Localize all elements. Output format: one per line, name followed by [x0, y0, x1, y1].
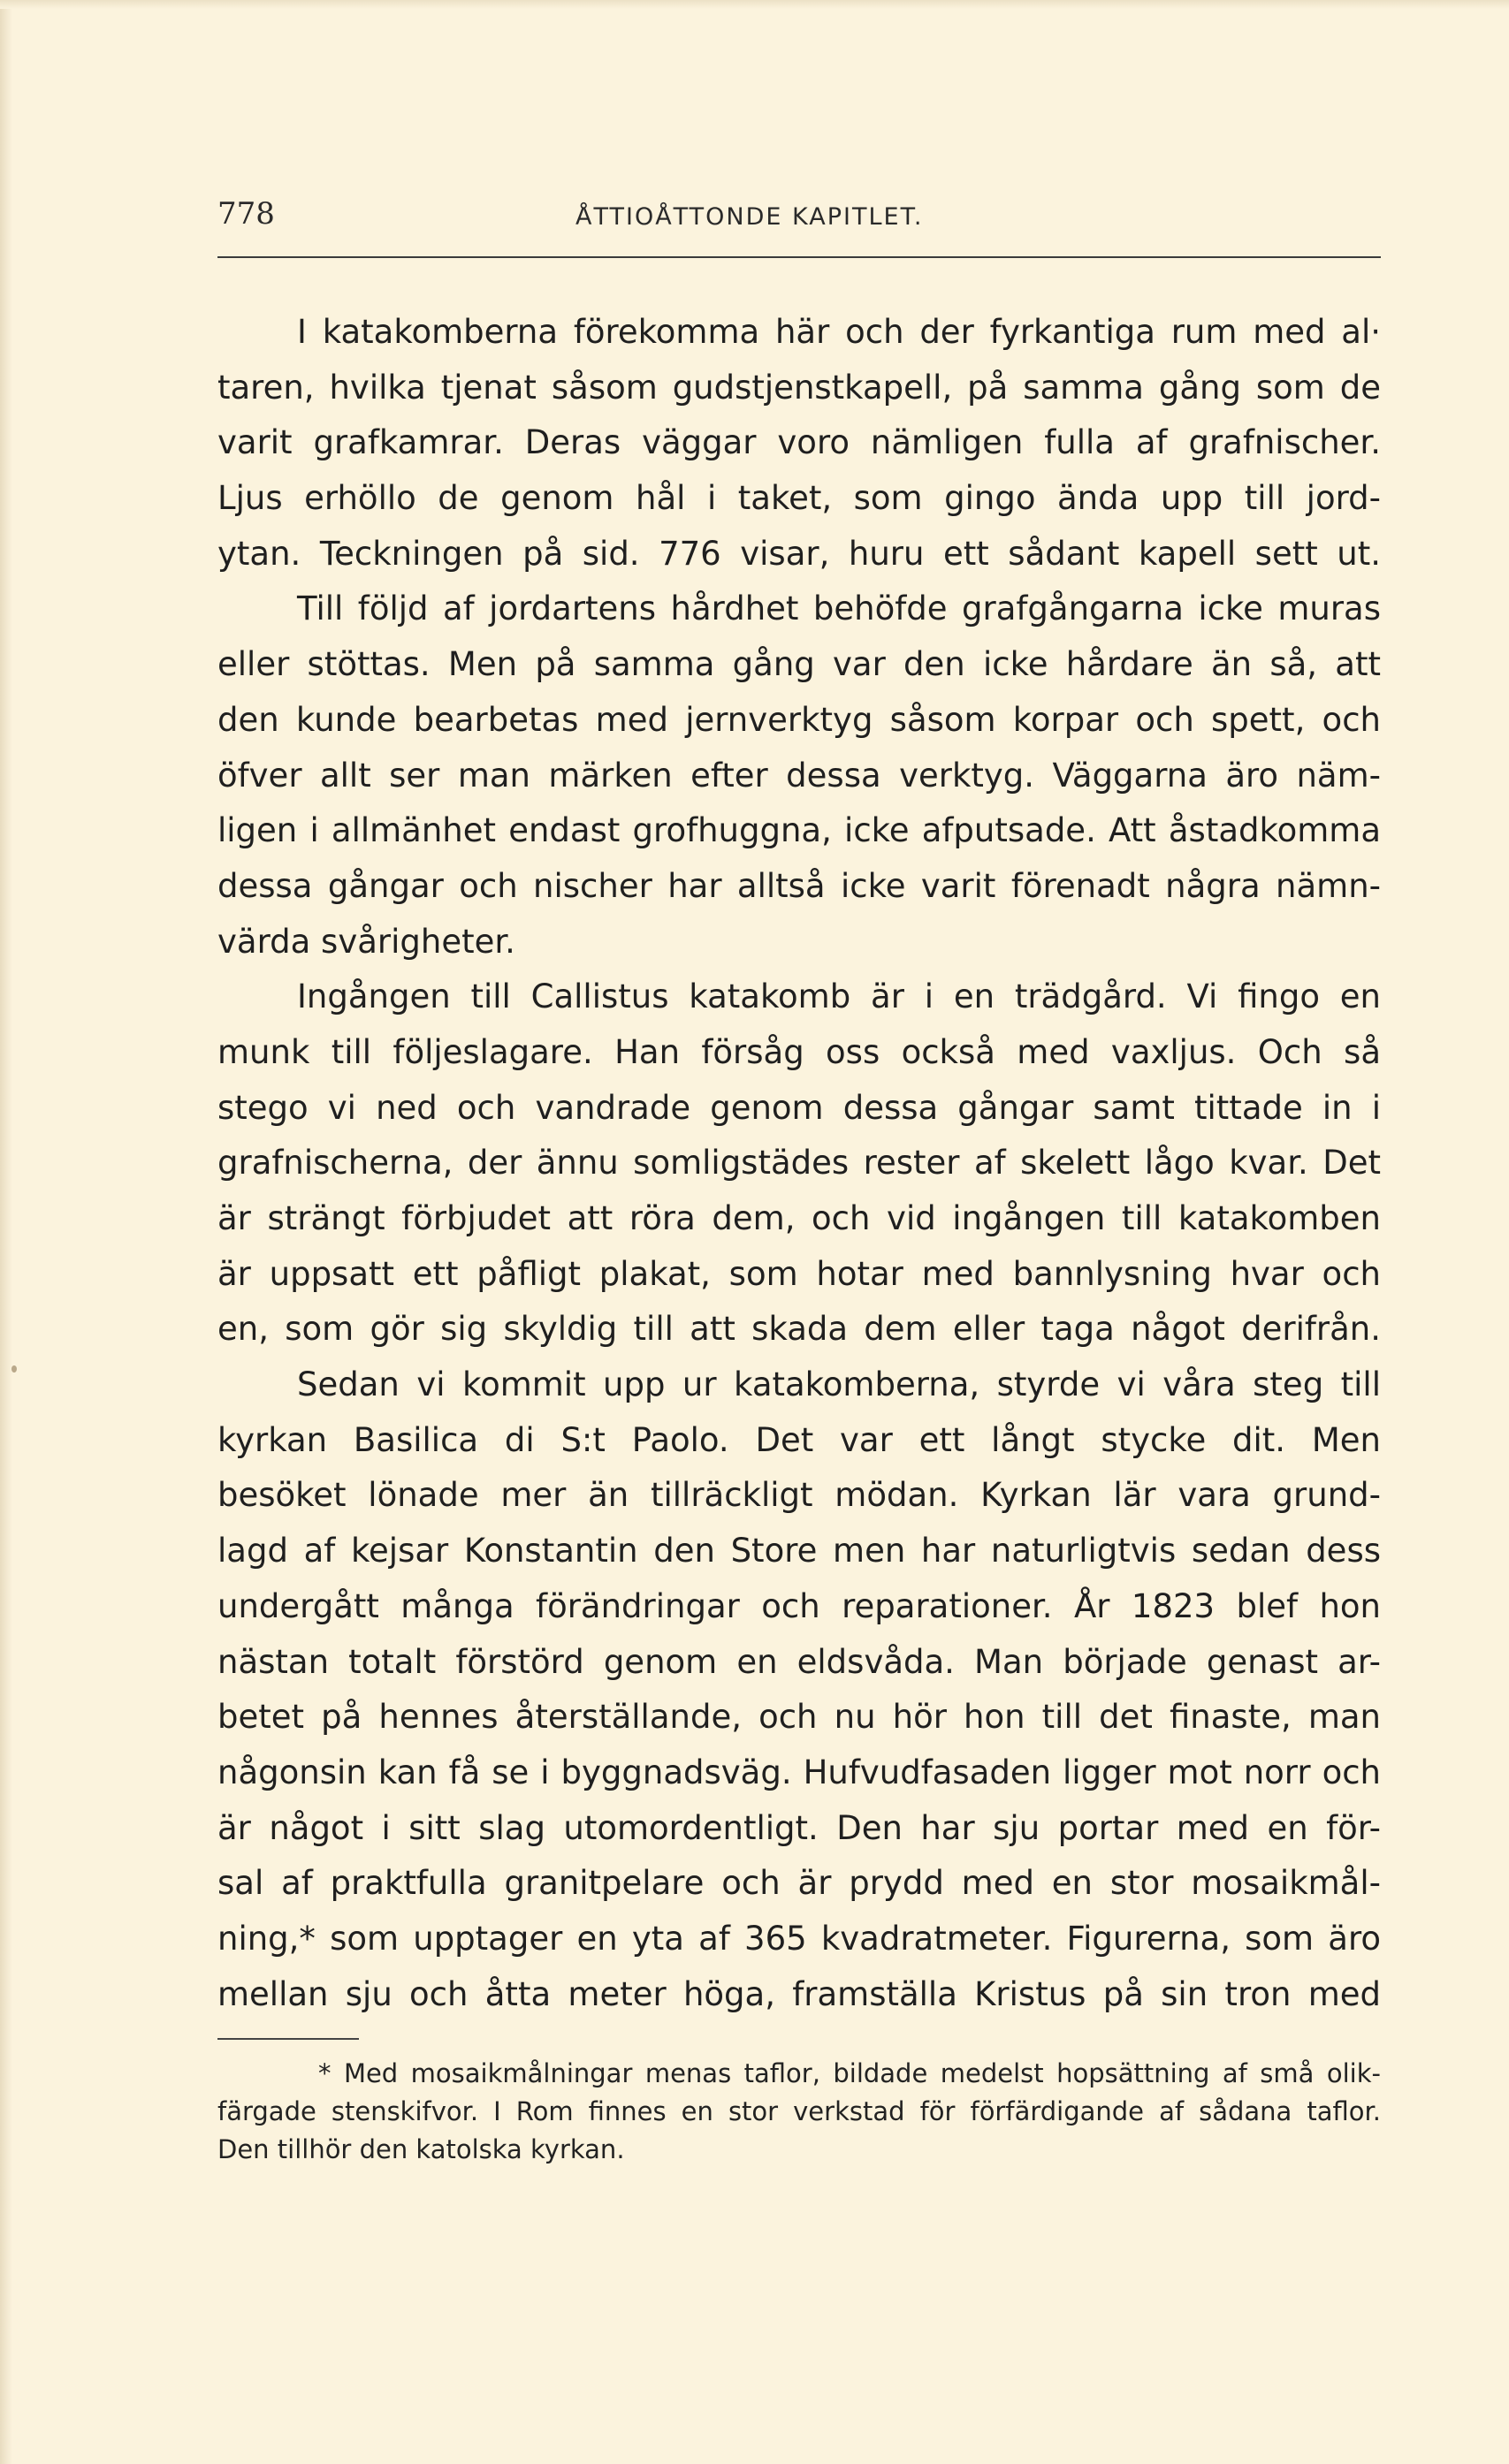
footnote-line: * Med mosaikmålningar menas taflor, bildade medelst hopsättning af små olik- — [318, 2058, 1381, 2088]
footnote-line: färgade stenskifvor. I Rom finnes en stor verkstad för förfärdigande af sådana taflor. — [217, 2096, 1381, 2126]
body-text — [217, 305, 1381, 2022]
text-line: undergått många förändringar och reparationer. År 1823 blef hon — [217, 1586, 1381, 1625]
footnote-line: Den tillhör den katolska kyrkan. — [217, 2134, 625, 2164]
text-line: eller stöttas. Men på samma gång var den icke hårdare än så, att — [217, 645, 1381, 684]
text-line: Ljus erhöllo de genom hål i taket, som gingo ända upp till jord- — [217, 479, 1381, 518]
text-line: en, som gör sig skyldig till att skada dem eller taga något derifrån. — [217, 1310, 1381, 1349]
text-line: munk till följeslagare. Han försåg oss också med vaxljus. Och så — [217, 1032, 1381, 1071]
page-edge-shadow — [0, 0, 12, 2464]
text-line: mellan sju och åtta meter höga, framställa Kristus på sin tron med — [217, 1974, 1381, 2013]
footnote — [217, 2055, 1381, 2169]
text-line: besöket lönade mer än tillräckligt mödan. Kyrkan lär vara grund- — [217, 1476, 1381, 1515]
footnote-rule — [217, 2038, 359, 2040]
text-line: nästan totalt förstörd genom en eldsvåda. Man började genast ar- — [217, 1642, 1381, 1681]
header-rule — [217, 256, 1381, 258]
text-line: ning,* som upptager en yta af 365 kvadratmeter. Figurerna, som äro — [217, 1919, 1381, 1958]
text-line: varit grafkamrar. Deras väggar voro nämligen fulla af grafnischer. — [217, 423, 1381, 462]
text-line: betet på hennes återställande, och nu hör hon till det finaste, man — [217, 1698, 1381, 1737]
text-line: ytan. Teckningen på sid. 776 visar, huru ett sådant kapell sett ut. — [217, 534, 1381, 573]
text-line: Sedan vi kommit upp ur katakomberna, styrde vi våra steg till — [297, 1365, 1381, 1404]
text-line: dessa gångar och nischer har alltså icke varit förenadt några nämn- — [217, 866, 1381, 905]
text-line: någonsin kan få se i byggnadsväg. Hufvudfasaden ligger mot norr och — [217, 1753, 1381, 1791]
page-header — [217, 196, 1381, 246]
text-line: värda svårigheter. — [217, 922, 515, 961]
text-line: är något i sitt slag utomordentligt. Den har sju portar med en för- — [217, 1808, 1381, 1847]
text-line: öfver allt ser man märken efter dessa verktyg. Väggarna äro näm- — [217, 756, 1381, 795]
text-line: är uppsatt ett påfligt plakat, som hotar med bannlysning hvar och — [217, 1254, 1381, 1293]
text-line: är strängt förbjudet att röra dem, och vid ingången till katakomben — [217, 1199, 1381, 1237]
text-line: den kunde bearbetas med jernverktyg såsom korpar och spett, och — [217, 700, 1381, 739]
paper-speck — [11, 1365, 17, 1373]
text-line: kyrkan Basilica di S:t Paolo. Det var ett långt stycke dit. Men — [217, 1420, 1381, 1459]
text-line: stego vi ned och vandrade genom dessa gångar samt tittade in i — [217, 1088, 1381, 1127]
text-line: lagd af kejsar Konstantin den Store men har naturligtvis sedan dess — [217, 1532, 1381, 1570]
text-line: sal af praktfulla granitpelare och är prydd med en stor mosaikmål- — [217, 1864, 1381, 1903]
text-line: taren, hvilka tjenat såsom gudstjenstkapell, på samma gång som de — [217, 368, 1381, 407]
text-line: grafnischerna, der ännu somligstädes rester af skelett lågo kvar. Det — [217, 1144, 1381, 1183]
page-number: 778 — [217, 196, 275, 232]
text-line: Till följd af jordartens hårdhet behöfde grafgångarna icke muras — [297, 589, 1381, 628]
chapter-running-head: ÅTTIOÅTTONDE KAPITLET. — [575, 203, 924, 231]
text-line: I katakomberna förekomma här och der fyrkantiga rum med al· — [297, 313, 1381, 351]
text-line: ligen i allmänhet endast grofhuggna, icke afputsade. Att åstadkomma — [217, 811, 1381, 850]
page-top-shadow — [0, 0, 1509, 9]
text-line: Ingången till Callistus katakomb är i en trädgård. Vi fingo en — [297, 977, 1381, 1016]
